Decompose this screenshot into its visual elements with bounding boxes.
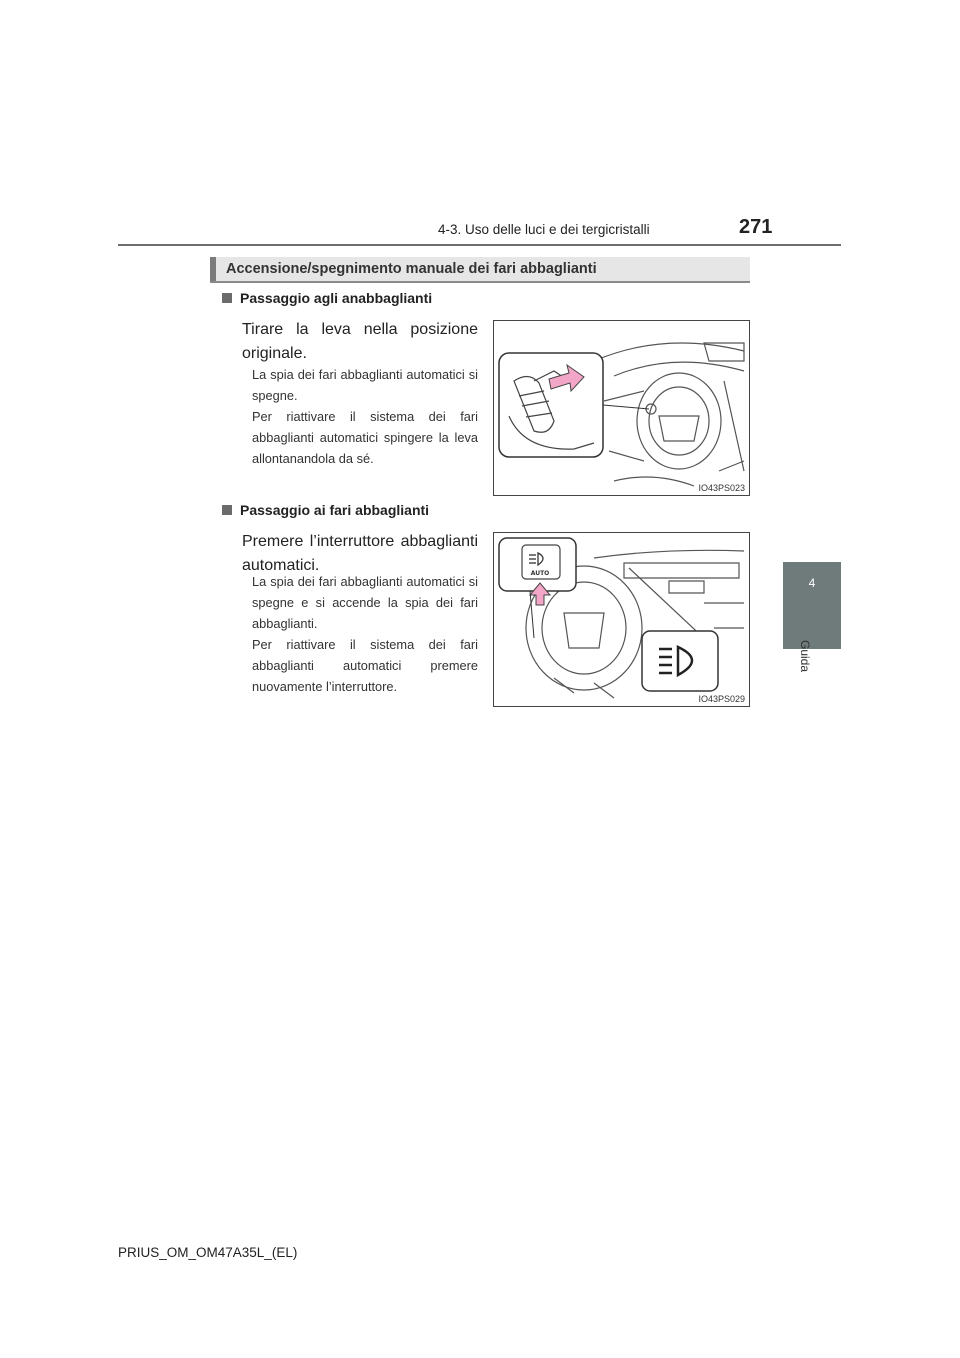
figure-code: IO43PS029: [698, 694, 745, 704]
square-bullet-icon: [222, 505, 232, 515]
section-title: Accensione/spegnimento manuale dei fari abbaglianti: [226, 261, 597, 277]
section-title-bar: [210, 257, 750, 283]
instruction-text: Premere l’interruttore abbaglianti automatici.: [242, 533, 478, 574]
figure-auto-switch: [493, 532, 750, 707]
footer-doc-id: PRIUS_OM_OM47A35L_(EL): [118, 1245, 298, 1260]
header-rule: [118, 244, 841, 246]
note-text: La spia dei fari abbaglianti automatici si spegne.: [252, 367, 478, 403]
note-text: La spia dei fari abbaglianti automatici si spegne e si accende la spia dei fari abbaglianti.: [252, 574, 478, 631]
running-header: 4-3. Uso delle luci e dei tergicristalli: [438, 222, 650, 237]
note-text: Per riattivare il sistema dei fari abbaglianti automatici premere nuovamente l’interruttore.: [252, 637, 478, 694]
instruction-text: Tirare la leva nella posizione originale.: [242, 321, 478, 362]
block-heading-low-beam: Passaggio agli anabbaglianti: [222, 290, 432, 306]
block-heading-high-beam: Passaggio ai fari abbaglianti: [222, 502, 429, 518]
figure-code: IO43PS023: [698, 483, 745, 493]
chapter-label: Guida: [798, 640, 812, 673]
auto-switch-label: AUTO: [530, 570, 550, 577]
figure-lever-pull: [493, 320, 750, 496]
note-text: Per riattivare il sistema dei fari abbaglianti automatici spingere la leva allontanandola da sé.: [252, 409, 478, 466]
chapter-number: 4: [808, 576, 816, 590]
lever-illustration: [494, 321, 749, 495]
square-bullet-icon: [222, 293, 232, 303]
page-number: 271: [739, 216, 773, 238]
section-marker: [210, 257, 216, 281]
dashboard-illustration: [494, 533, 749, 706]
